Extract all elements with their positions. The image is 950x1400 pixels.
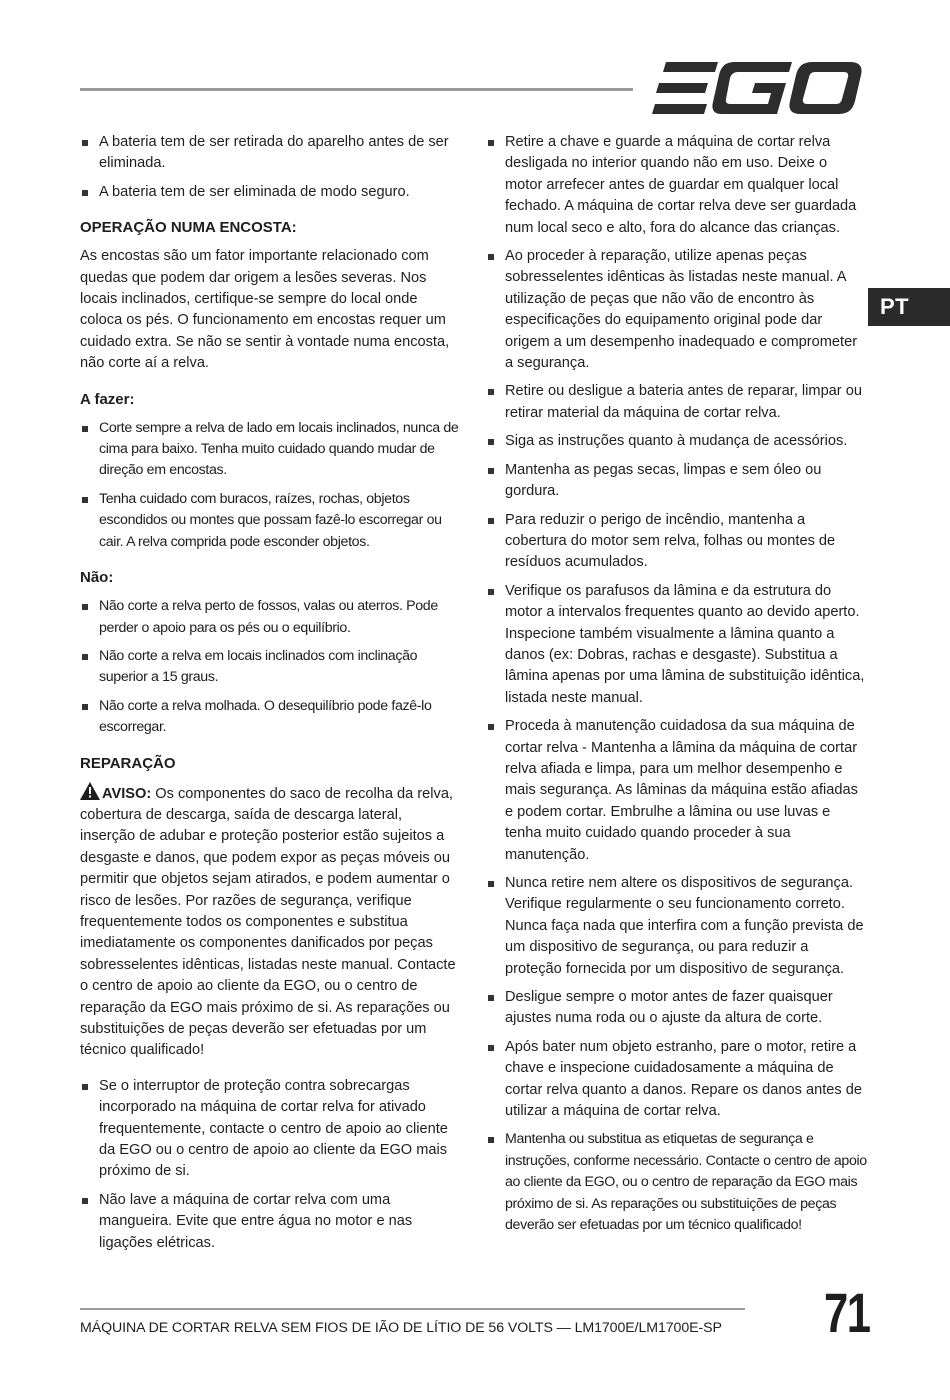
list-item: A bateria tem de ser eliminada de modo seguro. — [80, 182, 460, 203]
warning-triangle-icon — [80, 782, 100, 800]
list-item: Corte sempre a relva de lado em locais inclinados, nunca de cima para baixo. Tenha muito cuidado quando mudar de direção em encostas. — [80, 418, 460, 482]
warning-text: Os componentes do saco de recolha da relva, cobertura de descarga, saída de descarga lateral, inserção de adubar e proteção posterior estão sujeitos a desgaste e danos, que podem expor as peças móveis ou permitir que objetos sejam atirados, e podem aumentar o risco de lesões. Por razões de segurança, verifique frequentemente todos os componentes e substitua imediatamente os componentes danificados por peças sobresselentes idênticas, listadas neste manual. Contacte o centro de apoio ao cliente da EGO, ou o centro de reparação da EGO mais próximo de si. As reparações ou substituições de peças deverão ser efetuadas por um técnico qualificado! — [80, 785, 456, 1059]
list-item: Não lave a máquina de cortar relva com uma mangueira. Evite que entre água no motor e nas ligações elétricas. — [80, 1190, 460, 1254]
dont-list — [80, 596, 460, 738]
header-rule — [80, 88, 633, 91]
left-column — [80, 132, 460, 1261]
ego-logo — [652, 62, 862, 114]
slope-paragraph: As encostas são um fator importante relacionado com quedas que podem dar origem a lesões severas. Nos locais inclinados, certifique-se sempre do local onde coloca os pés. O funcionamento em encostas requer um cuidado extra. Se não se sentir à vontade numa encosta, não corte aí a relva. — [80, 248, 450, 372]
list-item: Não corte a relva perto de fossos, valas ou aterros. Pode perder o apoio para os pés ou o equilíbrio. — [80, 596, 460, 639]
intro-list — [80, 132, 460, 203]
right-column — [486, 132, 868, 1244]
footer-rule — [80, 1308, 745, 1310]
list-item: Mantenha as pegas secas, limpas e sem óleo ou gordura. — [486, 460, 868, 503]
list-item: Ao proceder à reparação, utilize apenas peças sobresselentes idênticas às listadas neste manual. A utilização de peças que não vão de encontro às especificações do equipamento original pode dar origem a um desempenho inadequado e comprometer a segurança. — [486, 246, 868, 374]
list-item: Não corte a relva em locais inclinados com inclinação superior a 15 graus. — [80, 646, 460, 689]
section-heading-dont: Não: — [80, 569, 114, 587]
warning-paragraph — [80, 782, 460, 1062]
list-item: Após bater num objeto estranho, pare o motor, retire a chave e inspecione cuidadosamente a máquina de cortar relva quanto a danos. Repare os danos antes de utilizar a máquina de cortar relva. — [486, 1037, 868, 1123]
list-item: Proceda à manutenção cuidadosa da sua máquina de cortar relva - Mantenha a lâmina da máquina de cortar relva afiada e limpa, para um melhor desempenho e mais segurança. As lâminas da máquina estão afiadas e podem cortar. Embrulhe a lâmina ou use luvas e tenha muito cuidado quando proceder à sua manutenção. — [486, 716, 868, 866]
list-item: Siga as instruções quanto à mudança de acessórios. — [486, 431, 868, 452]
language-tab: PT — [868, 288, 950, 326]
list-item: Desligue sempre o motor antes de fazer quaisquer ajustes numa roda ou o ajuste da altura de corte. — [486, 987, 868, 1030]
list-item: Nunca retire nem altere os dispositivos de segurança. Verifique regularmente o seu funcionamento correto. Nunca faça nada que interfira com a função prevista de um dispositivo de segurança, ou para reduzir a proteção fornecida por um dispositivo de segurança. — [486, 873, 868, 980]
warning-label: AVISO: — [102, 785, 152, 802]
list-item: Para reduzir o perigo de incêndio, mantenha a cobertura do motor sem relva, folhas ou montes de resíduos acumulados. — [486, 510, 868, 574]
list-item: A bateria tem de ser retirada do aparelho antes de ser eliminada. — [80, 132, 460, 175]
list-item: Retire ou desligue a bateria antes de reparar, limpar ou retirar material da máquina de cortar relva. — [486, 381, 868, 424]
do-list — [80, 418, 460, 553]
section-heading-do: A fazer: — [80, 390, 135, 408]
footer-title: MÁQUINA DE CORTAR RELVA SEM FIOS DE IÃO DE LÍTIO DE 56 VOLTS — LM1700E/LM1700E-SP — [80, 1320, 722, 1336]
section-heading-repair: REPARAÇÃO — [80, 754, 176, 772]
section-heading-slope: OPERAÇÃO NUMA ENCOSTA: — [80, 219, 297, 237]
repair-list — [80, 1076, 460, 1254]
list-item: Se o interruptor de proteção contra sobrecargas incorporado na máquina de cortar relva for ativado frequentemente, contacte o centro de apoio ao cliente da EGO ou o centro de apoio ao cliente da EGO mais próximo de si. — [80, 1076, 460, 1183]
list-item: Verifique os parafusos da lâmina e da estrutura do motor a intervalos frequentes quanto ao devido aperto. Inspecione também visualmente a lâmina quanto a danos (ex: Dobras, rachas e desgaste). Substitua a lâmina apenas por uma lâmina de substituição idêntica, listada neste manual. — [486, 581, 868, 709]
list-item: Retire a chave e guarde a máquina de cortar relva desligada no interior quando não em uso. Deixe o motor arrefecer antes de guardar em qualquer local fechado. A máquina de cortar relva deve ser guardada num local seco e alto, fora do alcance das crianças. — [486, 132, 868, 239]
list-item: Tenha cuidado com buracos, raízes, rochas, objetos escondidos ou montes que possam fazê-lo escorregar ou cair. A relva comprida pode esconder objetos. — [80, 489, 460, 553]
list-item: Não corte a relva molhada. O desequilíbrio pode fazê-lo escorregar. — [80, 696, 460, 739]
page-number: 71 — [824, 1281, 870, 1344]
list-item: Mantenha ou substitua as etiquetas de segurança e instruções, conforme necessário. Contacte o centro de apoio ao cliente da EGO, ou o centro de reparação da EGO mais próximo de si. As reparações ou substituições de peças deverão ser efetuadas por um técnico qualificado! — [486, 1129, 868, 1236]
maintenance-list — [486, 132, 868, 1237]
